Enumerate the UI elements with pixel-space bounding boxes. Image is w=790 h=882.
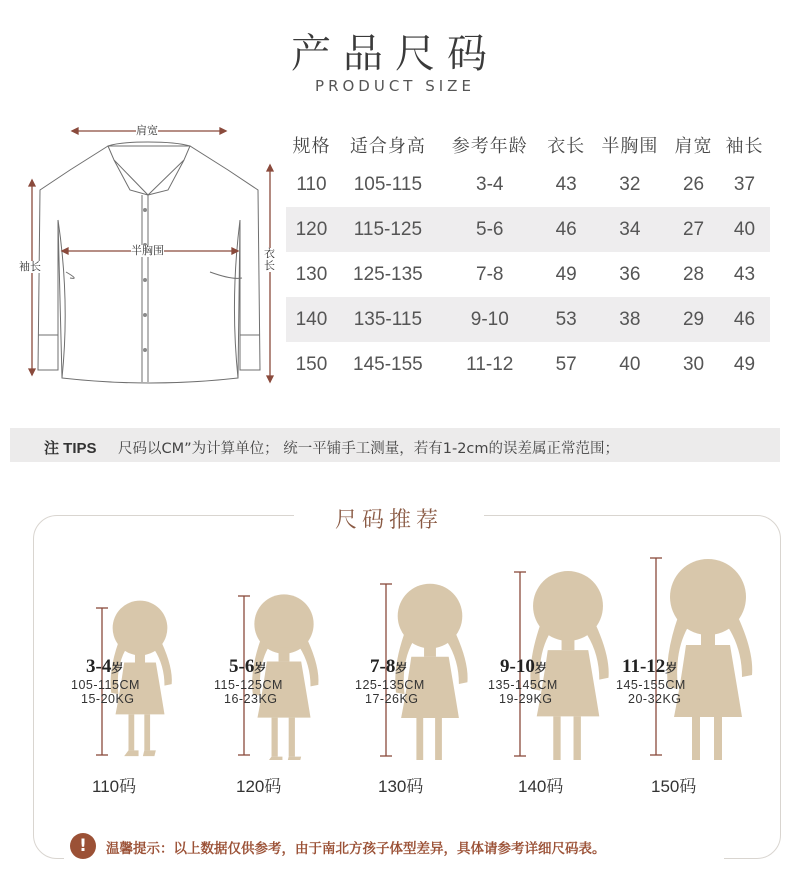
table-cell: 36 xyxy=(619,263,641,285)
table-cell: 29 xyxy=(668,297,719,342)
page-title: 产品尺码 xyxy=(291,31,499,77)
recommend-item xyxy=(482,656,622,706)
chest-label: 半胸围 xyxy=(131,244,164,257)
table-cell: 7-8 xyxy=(476,263,504,285)
table-row xyxy=(286,162,770,207)
shirt-buttons xyxy=(143,208,147,352)
table-cell: 40 xyxy=(619,353,641,375)
age-range: 5-6 xyxy=(229,656,255,677)
column-header: 适合身高 xyxy=(349,136,426,157)
table-cell: 40 xyxy=(719,207,770,252)
column-header: 肩宽 xyxy=(674,136,713,157)
table-cell: 105-115 xyxy=(353,173,423,195)
age-range: 11-12 xyxy=(622,656,666,677)
age-unit: 岁 xyxy=(665,661,678,675)
table-row xyxy=(286,207,770,252)
table-cell: 130 xyxy=(295,263,328,285)
table-cell: 34 xyxy=(592,207,668,252)
recommend-item xyxy=(604,656,744,706)
table-cell: 110 xyxy=(296,173,327,195)
height-range: 145-155CM xyxy=(616,678,686,692)
table-row xyxy=(286,297,770,342)
recommend-item xyxy=(211,656,351,706)
size-code: 150码 xyxy=(651,777,697,796)
table-cell: 49 xyxy=(555,263,577,285)
weight-range: 20-32KG xyxy=(628,692,682,706)
table-cell: 46 xyxy=(719,297,770,342)
age-unit: 岁 xyxy=(254,661,267,675)
column-header: 袖长 xyxy=(725,136,764,157)
table-cell: 53 xyxy=(541,297,592,342)
size-code: 130码 xyxy=(378,777,424,796)
age-unit: 岁 xyxy=(111,661,124,675)
tips-text: 尺码以CM”为计算单位； 统一平铺手工测量，若有1-2cm的误差属正常范围； xyxy=(118,441,620,457)
shoulder-label: 肩宽 xyxy=(136,124,158,137)
table-cell: 3-4 xyxy=(476,173,504,195)
height-range: 115-125CM xyxy=(214,678,283,692)
size-code: 120码 xyxy=(236,777,282,796)
shirt-collar xyxy=(108,142,190,195)
age-range: 9-10 xyxy=(500,656,535,677)
recommend-title: 尺码推荐 xyxy=(334,508,443,533)
weight-range: 16-23KG xyxy=(224,692,278,706)
column-header: 半胸围 xyxy=(601,136,659,157)
weight-range: 19-29KG xyxy=(499,692,553,706)
size-code: 140码 xyxy=(518,777,564,796)
table-cell: 28 xyxy=(682,263,705,285)
size-code: 110码 xyxy=(92,777,137,796)
table-cell: 43 xyxy=(733,263,756,285)
table-cell: 145-155 xyxy=(353,353,423,375)
table-cell: 9-10 xyxy=(439,297,541,342)
table-cell: 140 xyxy=(286,297,337,342)
table-cell: 5-6 xyxy=(439,207,541,252)
table-cell: 150 xyxy=(295,353,328,375)
column-header: 参考年龄 xyxy=(451,136,528,157)
shirt-outline xyxy=(38,146,260,383)
age-unit: 岁 xyxy=(395,661,408,675)
table-cell: 43 xyxy=(555,173,577,195)
table-cell: 49 xyxy=(733,353,756,375)
tips-label: 注 TIPS xyxy=(44,440,97,457)
table-cell: 125-135 xyxy=(353,263,423,285)
table-cell: 37 xyxy=(733,173,756,195)
page-subtitle: PRODUCT SIZE xyxy=(315,77,475,95)
column-header: 衣长 xyxy=(547,136,586,157)
table-row xyxy=(286,252,770,297)
shirt-measurement-diagram xyxy=(10,120,286,395)
table-cell: 26 xyxy=(682,173,705,195)
height-range: 125-135CM xyxy=(355,678,425,692)
age-range: 7-8 xyxy=(370,656,396,677)
height-range: 135-145CM xyxy=(488,678,558,692)
table-cell: 57 xyxy=(555,353,577,375)
table-cell: 135-115 xyxy=(337,297,439,342)
height-range: 105-115CM xyxy=(71,678,140,692)
warning-icon: ! xyxy=(70,833,96,859)
table-cell: 11-12 xyxy=(466,353,514,375)
warning-text: 温馨提示：以上数据仅供参考，由于南北方孩子体型差异，具体请参考详细尺码表。 xyxy=(106,841,606,857)
recommend-item xyxy=(352,656,492,706)
sleeve-label: 袖长 xyxy=(19,260,41,273)
table-cell: 38 xyxy=(592,297,668,342)
table-cell: 27 xyxy=(668,207,719,252)
size-table xyxy=(286,128,770,387)
table-cell: 30 xyxy=(682,353,705,375)
table-cell: 115-125 xyxy=(337,207,439,252)
age-unit: 岁 xyxy=(534,661,547,675)
column-header: 规格 xyxy=(292,136,331,157)
table-cell: 32 xyxy=(619,173,641,195)
table-header-row xyxy=(286,128,770,162)
age-range: 3-4 xyxy=(86,656,112,677)
recommend-item xyxy=(68,656,208,706)
length-label: 衣长 xyxy=(264,247,275,272)
table-cell: 120 xyxy=(286,207,337,252)
weight-range: 17-26KG xyxy=(365,692,419,706)
weight-range: 15-20KG xyxy=(81,692,135,706)
table-cell: 46 xyxy=(541,207,592,252)
table-row xyxy=(286,342,770,387)
